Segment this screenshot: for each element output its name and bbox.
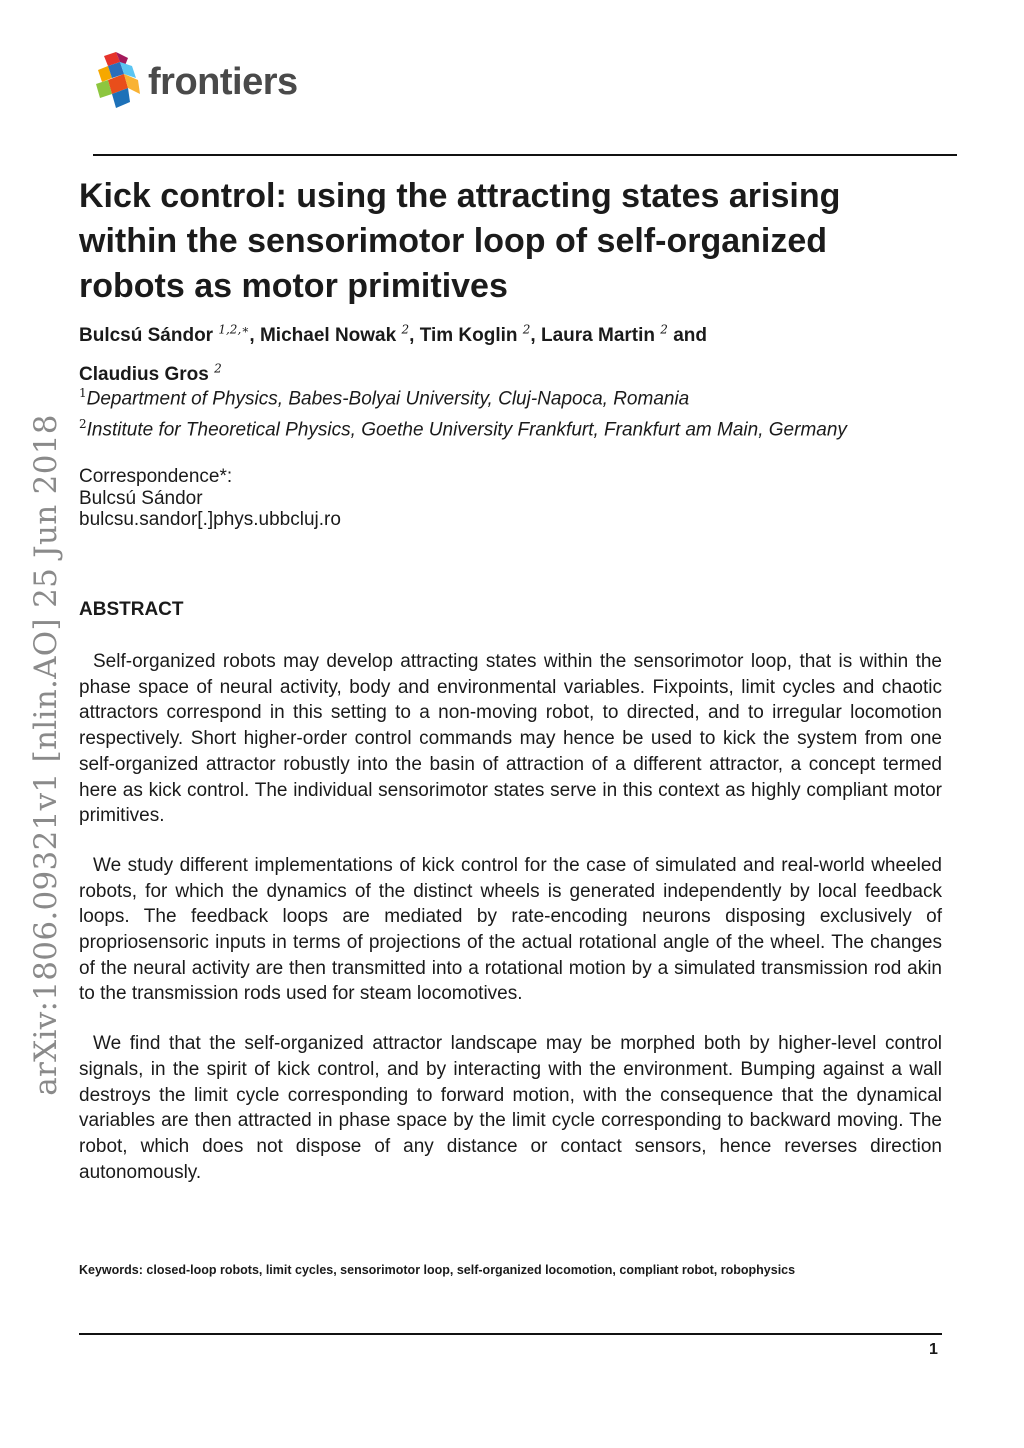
affiliation-1: $^1$Department of Physics, Babes-Bolyai University, Cluj-Napoca, Romania xyxy=(79,386,690,410)
abstract-heading: ABSTRACT xyxy=(79,599,184,620)
arxiv-stamp: arXiv:1806.09321v1 [nlin.AO] 25 Jun 2018 xyxy=(28,414,64,1096)
author-1: Bulcsú Sándor $^{1,2,∗}$, xyxy=(79,323,260,347)
frontiers-cube-icon xyxy=(94,52,146,112)
abstract-paragraph: Self-organized robots may develop attracting states within the sensorimotor loop, that is within the phase space of neural activity, body and environmental variables. Fixpoints, limit cycles and chaotic attractors correspond in this setting to a non-moving robot, to directed, and to irregular locomotion respectively. Short higher-order control commands may hence be used to kick the system from one self-organized attractor robustly into the basin of attraction of a different attractor, a concept termed here as kick control. The individual sensorimotor states serve in this context as highly compliant motor primitives. xyxy=(79,651,942,827)
footer-rule xyxy=(79,1333,942,1335)
author-4: Laura Martin $^2$ and xyxy=(540,323,707,347)
header-rule xyxy=(93,154,957,156)
author-2: Michael Nowak $^2$, xyxy=(259,323,420,347)
keywords-text: closed-loop robots, limit cycles, sensorimotor loop, self-organized locomotion, compliant robot, robophysics xyxy=(146,1263,796,1277)
author-3: Tim Koglin $^2$, xyxy=(419,323,541,347)
correspondence-label: Correspondence*: xyxy=(79,466,233,487)
correspondence-name: Bulcsú Sándor xyxy=(79,487,203,509)
affiliation-2: $^2$Institute for Theoretical Physics, Goethe University Frankfurt, Frankfurt am Main, Germany xyxy=(79,416,847,441)
paper-title: Kick control: using the attracting states arising within the sensorimotor loop of self-organized robots as motor primitives xyxy=(79,177,841,305)
abstract-paragraph: We study different implementations of kick control for the case of simulated and real-world wheeled robots, for which the dynamics of the distinct wheels is generated independently by local feedback loops. The feedback loops are mediated by rate-encoding neurons disposing exclusively of propriosensoric inputs in terms of projections of the actual rotational angle of the wheel. The changes of the neural activity are then transmitted into a rotational motion by a simulated transmission rod akin to the transmission rods used for steam locomotives. xyxy=(79,854,942,1005)
abstract-body xyxy=(79,649,942,1209)
frontiers-logo xyxy=(94,52,298,112)
affiliations xyxy=(79,381,849,443)
abstract-paragraph: We find that the self-organized attractor landscape may be morphed both by higher-level control signals, in the spirit of kick control, and by interacting with the environment. Bumping against a wall destroys the limit cycle corresponding to forward motion, with the consequence that the dynamical variables are then attracted in phase space by the limit cycle corresponding to backward moving. The robot, which does not dispose of any distance or contact sensors, hence reverses direction autonomously. xyxy=(79,1033,942,1183)
author-5: Claudius Gros $^2$ xyxy=(79,361,222,385)
author-list xyxy=(79,314,949,391)
keywords-label: Keywords: xyxy=(79,1263,143,1277)
correspondence-email: bulcsu.sandor[.]phys.ubbcluj.ro xyxy=(79,509,341,530)
frontiers-wordmark: frontiers xyxy=(148,60,298,103)
page-number: 1 xyxy=(929,1341,938,1358)
keywords-line xyxy=(79,1263,795,1277)
correspondence-block xyxy=(79,466,341,531)
